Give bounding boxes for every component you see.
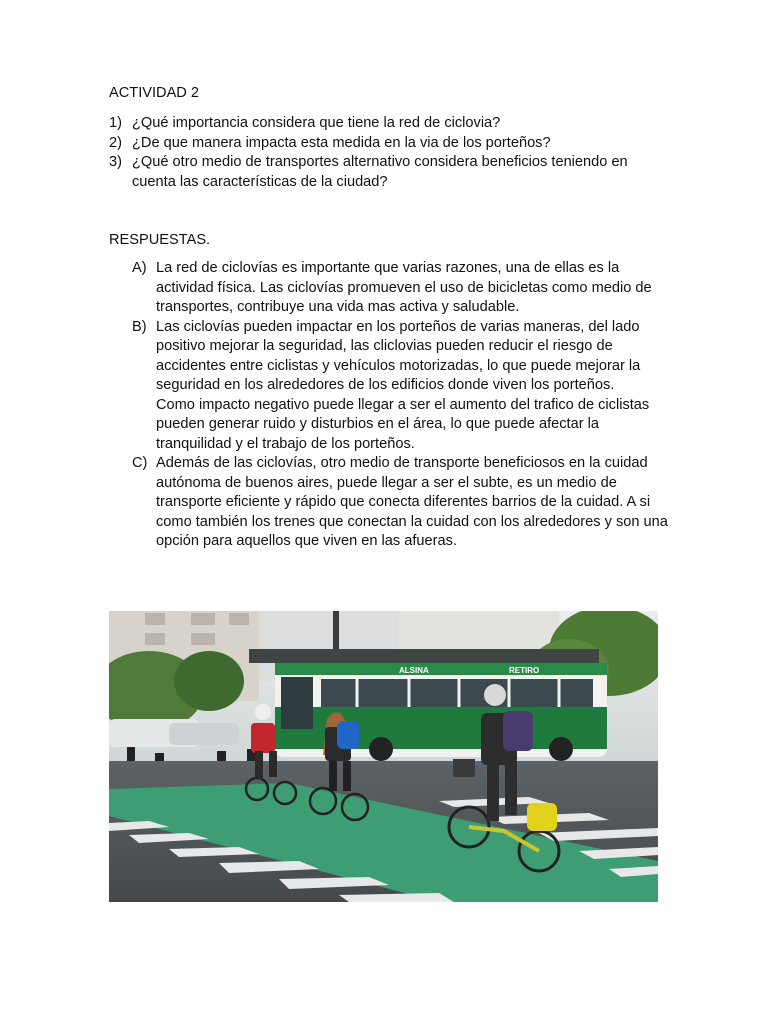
question-number: 3) bbox=[109, 154, 122, 170]
question-item bbox=[109, 153, 669, 192]
answer-letter: C) bbox=[132, 455, 148, 471]
answer-item bbox=[132, 454, 672, 552]
question-text: ¿Qué otro medio de transportes alternativo considera beneficios teniendo en cuenta las características de la ciudad? bbox=[132, 154, 628, 190]
bus-route-label: ALSINA bbox=[399, 666, 429, 675]
answer-paragraph: Las ciclovías pueden impactar en los porteños de varias maneras, del lado positivo mejorar la seguridad, las cliclovias pueden reducir el riesgo de accidentes entre ciclistas y vehículos motorizadas, lo que puede mejorar la seguridad en los alrededores de los edificios donde viven los porteños. bbox=[156, 318, 641, 393]
questions-list bbox=[109, 114, 669, 192]
tree bbox=[174, 651, 244, 711]
answer-letter: A) bbox=[132, 260, 147, 276]
answers-list bbox=[132, 259, 672, 552]
answer-item bbox=[132, 318, 672, 455]
bus-destination-label: RETIRO bbox=[509, 666, 540, 675]
answer-item bbox=[132, 259, 672, 318]
answer-letter: B) bbox=[132, 318, 147, 335]
question-number: 2) bbox=[109, 134, 122, 151]
answers-title: RESPUESTAS. bbox=[109, 232, 211, 248]
cyclists-photo bbox=[109, 611, 658, 902]
answer-paragraph: Además de las ciclovías, otro medio de transporte beneficiosos en la cuidad autónoma de buenos aires, puede llegar a ser el subte, es un medio de transporte eficiente y rápido que conecta diferentes barrios de la cuidad. A si como también los trenes que conectan la cuidad con los alrededores y son una opción para aquellos que viven en las afueras. bbox=[156, 455, 668, 549]
bus-stop-canopy bbox=[249, 649, 599, 663]
answer-paragraph: La red de ciclovías es importante que varias razones, una de ellas es la actividad física. Las ciclovías promueven el uso de bicicletas como medio de transportes, contribuye una vida mas activa y saludable. bbox=[156, 260, 652, 315]
question-text: ¿De que manera impacta esta medida en la via de los porteños? bbox=[132, 134, 551, 151]
question-item bbox=[109, 114, 669, 134]
question-item bbox=[109, 134, 669, 154]
activity-title: ACTIVIDAD 2 bbox=[109, 85, 200, 101]
cyclists-photo-illustration bbox=[109, 611, 658, 902]
question-text: ¿Qué importancia considera que tiene la red de ciclovia? bbox=[132, 115, 501, 131]
answer-paragraph: Como impacto negativo puede llegar a ser el aumento del trafico de ciclistas pueden generar ruido y disturbios en el área, lo que puede afectar la tranquilidad y el trabajo de los porteños. bbox=[156, 396, 650, 452]
question-number: 1) bbox=[109, 115, 122, 131]
